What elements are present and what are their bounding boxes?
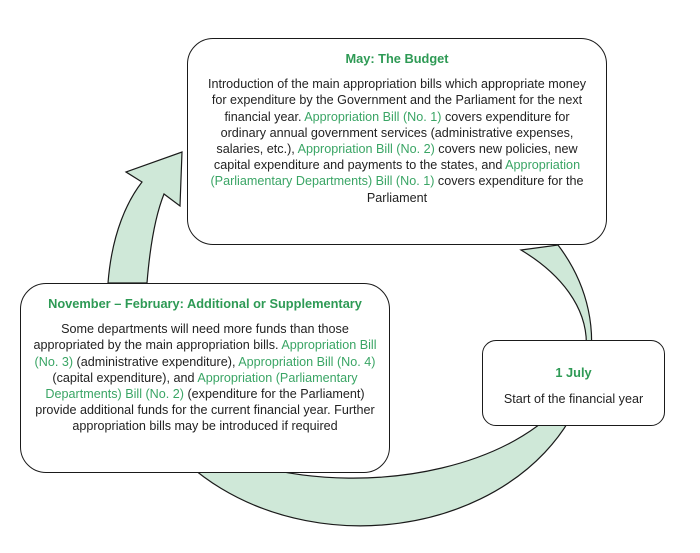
body-text: (capital expenditure), and	[52, 370, 198, 385]
body-text: (expenditure for the Parliament) provide additional funds for the current financial year. Further appropriation bills may be introduced if required	[35, 387, 375, 434]
body-text: covers expenditure for the Parliament	[366, 174, 584, 205]
body-text: Some departments will need more funds than those appropriated by the main appropriation bills.	[33, 322, 349, 353]
july-text	[491, 391, 656, 407]
may-budget-title: May: The Budget	[345, 51, 449, 66]
july-title: 1 July	[555, 365, 592, 380]
bill-link[interactable]: Appropriation (Parliamentary Departments) Bill (No. 1)	[210, 158, 581, 189]
body-text: covers new policies, new capital expenditure and payments to the states, and	[213, 142, 578, 173]
body-text: Introduction of the main appropriation bills which appropriate money for expenditure by the Government and the Parliament for the next financial year.	[207, 77, 587, 124]
body-text: covers expenditure for ordinary annual government services (administrative expenses, salaries, etc.),	[216, 109, 574, 157]
bill-link[interactable]: Appropriation (Parliamentary Departments) Bill (No. 2)	[45, 370, 358, 402]
july-box	[482, 340, 665, 426]
body-text: (administrative expenditure),	[73, 354, 239, 369]
november-title: November – February: Additional or Supplementary	[48, 296, 362, 311]
november-text	[33, 321, 377, 434]
november-box	[20, 283, 390, 473]
cycle-arrow-left-shape	[108, 152, 182, 283]
bill-link[interactable]: Appropriation Bill (No. 1)	[304, 109, 442, 124]
may-budget-box	[187, 38, 607, 245]
bill-link[interactable]: Appropriation Bill (No. 3)	[34, 338, 377, 369]
bill-link[interactable]: Appropriation Bill (No. 2)	[297, 142, 435, 157]
may-budget-text	[202, 76, 592, 206]
bill-link[interactable]: Appropriation Bill (No. 4)	[238, 354, 376, 369]
body-text: Start of the financial year	[503, 392, 644, 407]
